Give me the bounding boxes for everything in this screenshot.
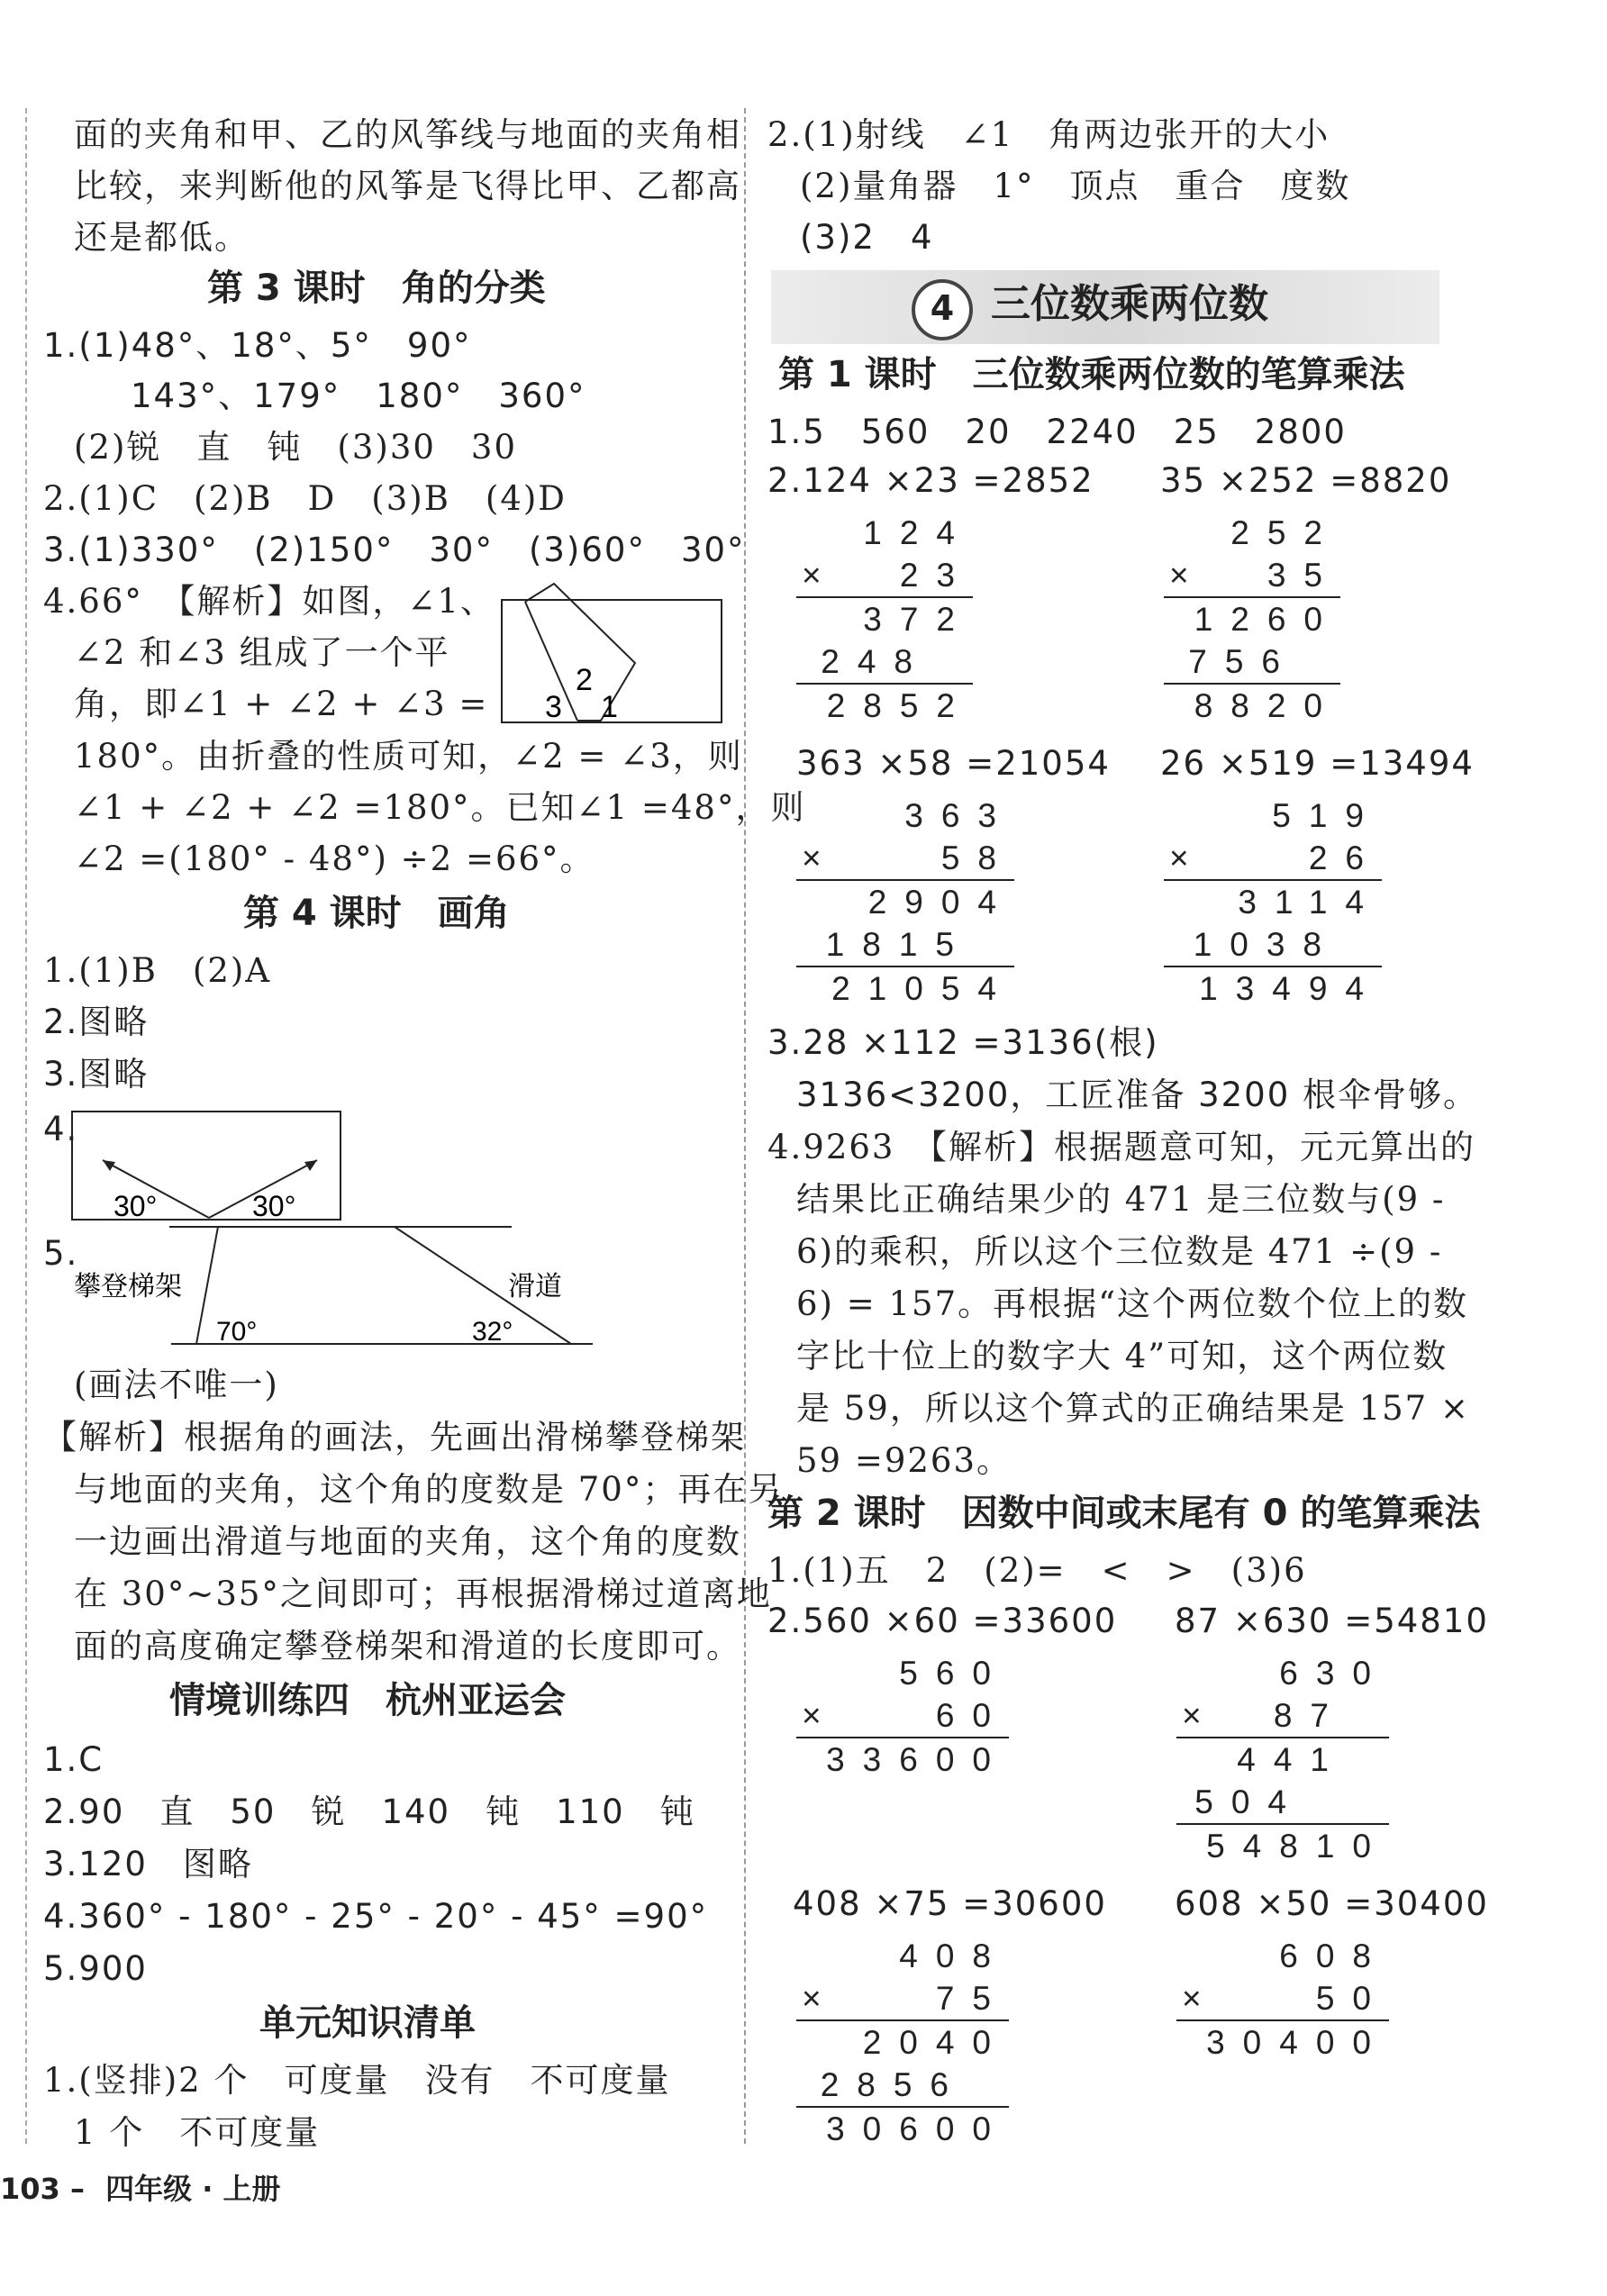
fold-figure [500, 582, 725, 726]
answer-line: 一边画出滑道与地面的夹角，这个角的度数 [74, 1522, 741, 1561]
answer-line: (3)2 4 [800, 218, 934, 257]
vertical-calc [796, 794, 1014, 1011]
vertical-calc [796, 1935, 1009, 2151]
vertical-calc [1176, 1652, 1389, 1868]
calc-row: 2856 [820, 2066, 967, 2103]
calc-row: 26 [1308, 839, 1382, 876]
angle-70-label: 70° [216, 1317, 258, 1347]
times-sign: × [1169, 839, 1189, 876]
answer-line: 字比十位上的数字大 4”可知，这个两位数 [796, 1337, 1448, 1375]
answer-line: 4. [43, 1110, 79, 1148]
calc-row: 35 [1267, 557, 1340, 594]
angle-32-label: 32° [472, 1317, 513, 1347]
answer-line: 4.360° - 180° - 25° - 20° - 45° =90° [43, 1897, 709, 1936]
equation: 2.124 ×23 =2852 [767, 461, 1094, 500]
answer-line: 1.C [43, 1740, 104, 1779]
calc-row: 608 [1279, 1938, 1389, 1974]
calc-row: 441 [1237, 1741, 1347, 1778]
vertical-calc [1176, 1935, 1389, 2070]
calc-row: 519 [1272, 797, 1382, 834]
calc-row: 13494 [1199, 970, 1382, 1007]
answer-line: 1.(1)48°、18°、5° 90° [43, 326, 472, 365]
calc-row: 21054 [831, 970, 1014, 1007]
answer-line: 5.900 [43, 1949, 148, 1988]
intro-line: 还是都低。 [74, 218, 250, 257]
answer-line: 3.图略 [43, 1055, 150, 1094]
answer-line: (2)锐 直 钝 (3)30 30 [74, 428, 517, 467]
ladder-label: 攀登梯架 [74, 1271, 182, 1302]
answer-line: ∠2 和∠3 组成了一个平 [74, 633, 450, 672]
calc-row: 124 [863, 514, 973, 551]
answer-line: 1.(1)五 2 (2)= < > (3)6 [767, 1551, 1307, 1590]
answer-line: 3.120 图略 [43, 1845, 253, 1883]
margin-line [25, 108, 27, 2144]
answer-line: 3136<3200，工匠准备 3200 根伞骨够。 [796, 1075, 1479, 1114]
answer-line: 角，即∠1 + ∠2 + ∠3 = [74, 685, 489, 723]
calc-row: 30600 [826, 2110, 1009, 2147]
answer-line: 5. [43, 1234, 79, 1273]
equation: 608 ×50 =30400 [1175, 1884, 1489, 1923]
answer-line: ∠2 =(180° - 48°) ÷2 =66°。 [74, 839, 595, 878]
lesson4-title: 第 4 课时 画角 [243, 893, 510, 934]
answer-line: 4.9263 【解析】根据题意可知，元元算出的 [767, 1128, 1475, 1166]
chapter-title: 三位数乘两位数 [991, 281, 1268, 327]
angle-label-right: 30° [252, 1190, 296, 1222]
answer-line: 2.90 直 50 锐 140 钝 110 钝 [43, 1792, 695, 1831]
lesson1-title: 第 1 课时 三位数乘两位数的笔算乘法 [778, 354, 1405, 395]
calc-row: 408 [899, 1938, 1009, 1974]
calc-row: 248 [821, 643, 931, 680]
answer-line: 143°、179° 180° 360° [131, 377, 586, 415]
answer-line: 59 =9263。 [796, 1441, 1012, 1480]
equation: 408 ×75 =30600 [793, 1884, 1107, 1923]
calc-row: 2040 [862, 2024, 1009, 2061]
times-sign: × [1169, 557, 1189, 594]
calc-row: 756 [1188, 643, 1298, 680]
answer-line: 面的高度确定攀登梯架和滑道的长度即可。 [74, 1627, 741, 1665]
answer-line: 与地面的夹角，这个角的度数是 70°；再在另 [74, 1470, 784, 1509]
answer-line: (2)量角器 1° 顶点 重合 度数 [800, 167, 1351, 205]
calc-row: 1815 [825, 926, 972, 963]
answer-line: 1 个 不可度量 [74, 2113, 321, 2152]
answer-line: 3.28 ×112 =3136(根) [767, 1023, 1159, 1062]
intro-line: 面的夹角和甲、乙的风筝线与地面的夹角相 [74, 115, 741, 154]
calc-row: 60 [935, 1697, 1009, 1734]
calc-row: 1038 [1193, 926, 1339, 963]
answer-line: 2.(1)射线 ∠1 角两边张开的大小 [767, 115, 1330, 154]
vertical-calc [796, 512, 973, 728]
lesson3-title: 第 3 课时 角的分类 [207, 268, 546, 309]
calc-row: 33600 [826, 1741, 1009, 1778]
page-number: 103 [0, 2172, 60, 2206]
answer-line: 2.(1)C (2)B D (3)B (4)D [43, 479, 567, 518]
answer-line: 2.图略 [43, 1003, 150, 1041]
vertical-calc [796, 1652, 1009, 1787]
calc-row: 2904 [867, 884, 1014, 921]
calc-row: 23 [899, 557, 973, 594]
training-title: 情境训练四 杭州亚运会 [169, 1680, 566, 1721]
calc-row: 75 [935, 1980, 1009, 2017]
times-sign: × [1182, 1697, 1202, 1734]
answer-line: 180°。由折叠的性质可知，∠2 = ∠3，则 [74, 737, 743, 776]
calc-row: 87 [1273, 1697, 1347, 1734]
times-sign: × [802, 1697, 822, 1734]
answer-line: 6)的乘积，所以这个三位数是 471 ÷(9 - [796, 1232, 1443, 1271]
calc-row: 363 [904, 797, 1014, 834]
vertical-calc [1164, 794, 1382, 1011]
answer-line: 1.5 560 20 2240 25 2800 [767, 413, 1347, 451]
answer-line: 【解析】根据角的画法，先画出滑梯攀登梯架 [43, 1418, 746, 1457]
unit-title: 单元知识清单 [259, 2002, 476, 2044]
calc-row: 50 [1315, 1980, 1389, 2017]
fig-label-2: 2 [576, 663, 593, 697]
equation: 87 ×630 =54810 [1175, 1602, 1489, 1640]
answer-line: (画法不唯一) [74, 1366, 279, 1404]
calc-row: 30400 [1206, 2024, 1389, 2061]
answer-line: 1.(1)B (2)A [43, 951, 272, 990]
calc-row: 58 [940, 839, 1014, 876]
footer-dash: – [69, 2172, 85, 2206]
equation: 35 ×252 =8820 [1160, 461, 1452, 500]
footer-grade: 四年级 · 上册 [105, 2172, 281, 2206]
calc-row: 8820 [1194, 687, 1340, 724]
answer-line: 4.66° 【解析】如图，∠1、 [43, 582, 495, 621]
answer-line: 在 30°~35°之间即可；再根据滑梯过道离地 [74, 1575, 772, 1613]
fig-label-3: 3 [545, 690, 562, 724]
lesson2-title: 第 2 课时 因数中间或末尾有 0 的笔算乘法 [767, 1493, 1481, 1534]
times-sign: × [802, 1980, 822, 2017]
chapter-number-badge: 4 [912, 279, 973, 340]
equation: 363 ×58 =21054 [796, 744, 1111, 783]
column-divider [744, 108, 746, 2144]
answer-line: 1.(竖排)2 个 可度量 没有 不可度量 [43, 2061, 671, 2100]
calc-row: 630 [1279, 1655, 1389, 1692]
calc-row: 3114 [1238, 884, 1382, 921]
fig-label-1: 1 [601, 690, 618, 724]
answer-line: 结果比正确结果少的 471 是三位数与(9 - [796, 1180, 1446, 1219]
vertical-calc [1164, 512, 1340, 728]
equation: 2.560 ×60 =33600 [767, 1602, 1118, 1640]
answer-line: ∠1 + ∠2 + ∠2 =180°。已知∠1 =48°，则 [74, 788, 806, 827]
angle-label-left: 30° [113, 1190, 158, 1222]
calc-row: 372 [863, 601, 973, 638]
equation: 26 ×519 =13494 [1160, 744, 1475, 783]
answer-line: 是 59，所以这个算式的正确结果是 157 × [796, 1389, 1470, 1428]
calc-row: 2852 [826, 687, 973, 724]
answer-line: 3.(1)330° (2)150° 30° (3)60° 30° [43, 531, 746, 569]
times-sign: × [1182, 1980, 1202, 2017]
calc-row: 560 [899, 1655, 1009, 1692]
times-sign: × [802, 839, 822, 876]
intro-line: 比较，来判断他的风筝是飞得比甲、乙都高 [74, 167, 741, 205]
calc-row: 54810 [1206, 1828, 1389, 1865]
angle-figure-4 [70, 1110, 345, 1222]
page-footer [0, 2166, 281, 2208]
slide-figure [70, 1225, 602, 1360]
slide-label: 滑道 [508, 1271, 562, 1302]
calc-row: 504 [1194, 1783, 1304, 1820]
answer-line: 6) = 157。再根据“这个两位数个位上的数 [796, 1284, 1469, 1323]
calc-row: 1260 [1194, 601, 1340, 638]
times-sign: × [802, 557, 822, 594]
calc-row: 252 [1230, 514, 1340, 551]
